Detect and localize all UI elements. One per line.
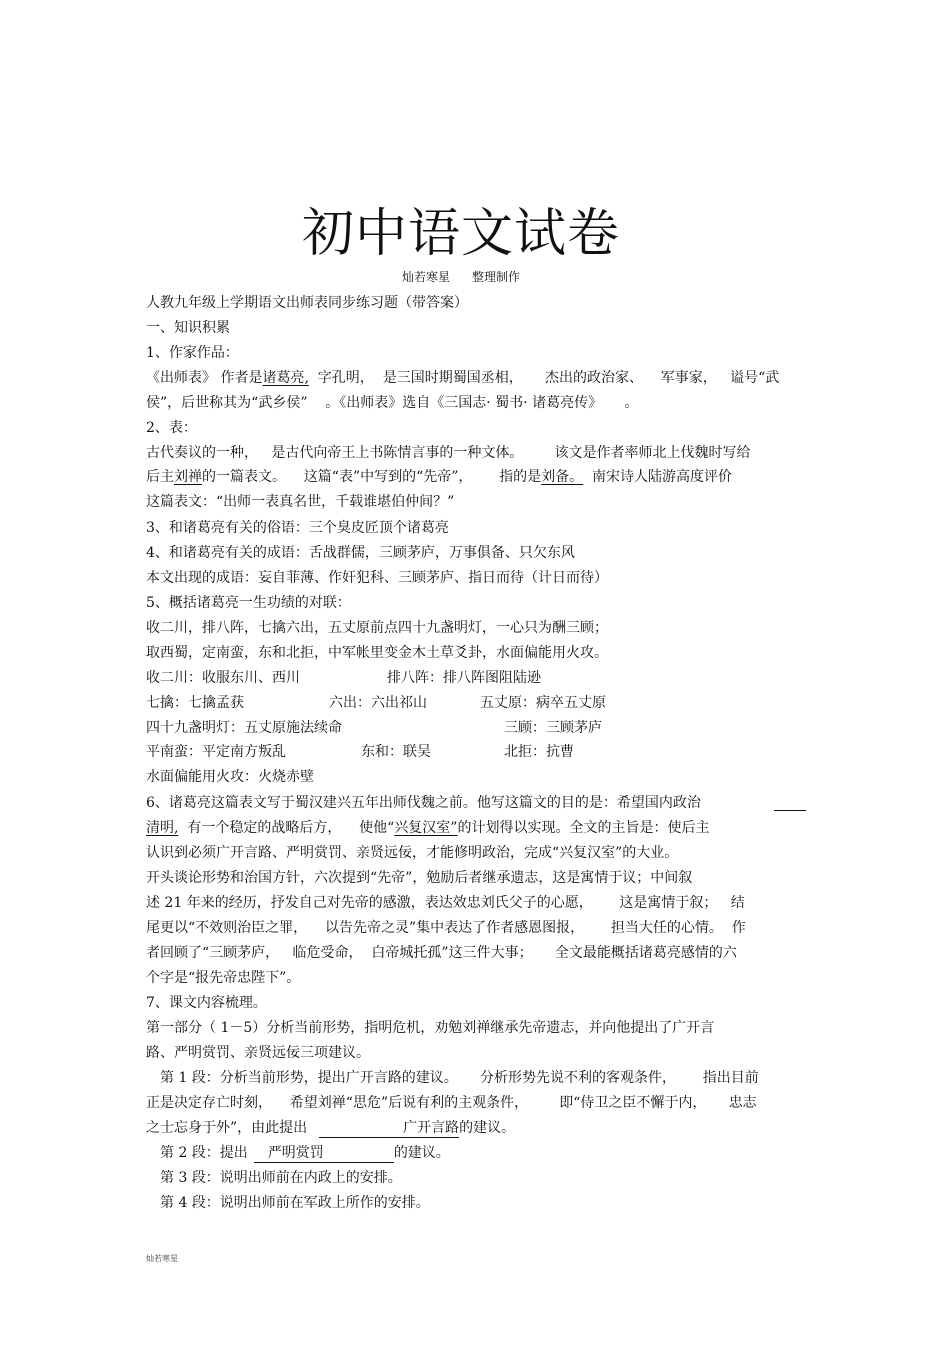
question-6-line-7: 者回顾了“三顾茅庐， 临危受命， 白帝城托孤”这三件大事； 全文最能概括诸葛亮感情的六 [146, 945, 737, 961]
text-span: 字孔明， 是三国时期蜀国丞相， 杰出的政治家、 军事家， 谥号“武 [308, 370, 780, 386]
explanation-item: 收二川：收服东川、西川 [146, 670, 300, 686]
question-6-line-8: 个字是“报先帝忠陛下”。 [146, 970, 301, 986]
explanation-item: 平南蛮：平定南方叛乱 [146, 744, 286, 760]
paragraph-1-line-2: 正是决定存亡时刻， 希望刘禅“思危”后说有利的主观条件， 即“侍卫之臣不懈于内， 忠志 [146, 1095, 757, 1111]
text-span: 有一个稳定的战略后方， 使他“ [178, 820, 395, 836]
underlined-answer: 清明, [146, 820, 179, 836]
answer-blank [774, 792, 806, 811]
explanation-item: 三顾：三顾茅庐 [504, 720, 602, 736]
question-2-line-2 [146, 466, 806, 488]
question-6-line-3: 认识到必须广开言路、严明赏罚、亲贤远佞，才能修明政治，完成“兴复汉室”的大业。 [146, 845, 679, 861]
answer-blank: 广开言路 [319, 1119, 459, 1138]
question-1-line-2: 侯”，后世称其为“武乡侯” 。《出师表》选自《三国志· 蜀书· 诸葛亮传》 。 [146, 395, 639, 411]
question-4-idioms: 本文出现的成语：妄自菲薄、作奸犯科、三顾茅庐、指日而待（计日而待） [146, 570, 608, 586]
question-1-heading: 1、作家作品： [146, 345, 239, 361]
paragraph-1-line-3 [146, 1117, 806, 1139]
couplet-line-2: 取西蜀，定南蛮，东和北拒，中军帐里变金木土草爻卦，水面偏能用火攻。 [146, 645, 608, 661]
question-7-line-1: 第一部分（ 1－5）分析当前形势，指明危机，劝勉刘禅继承先帝遗志，并向他提出了广开言 [146, 1020, 715, 1036]
page-footer: 灿若寒星 [146, 1254, 178, 1263]
text-span: 南宋诗人陆游高度评价 [583, 469, 733, 485]
question-2-line-3: 这篇表文：“出师一表真名世，千载谁堪伯仲间？” [146, 494, 455, 510]
question-1-line-1 [146, 367, 806, 389]
explanation-item: 五丈原：病卒五丈原 [480, 695, 606, 711]
answer-blank: 严明赏罚 [254, 1144, 394, 1163]
doc-heading: 人教九年级上学期语文出师表同步练习题（带答案） [146, 295, 468, 311]
explanation-row-4 [146, 741, 806, 763]
explanation-row-1 [146, 667, 806, 689]
text-span: 第 2 段：提出 [160, 1145, 248, 1161]
couplet-line-1: 收二川，排八阵，七擒六出，五丈原前点四十九盏明灯，一心只为酬三顾； [146, 620, 608, 636]
underlined-answer: 兴复汉室” [394, 820, 458, 836]
explanation-row-2 [146, 692, 806, 714]
explanation-item: 四十九盏明灯：五丈原施法续命 [146, 720, 342, 736]
question-6-line-6: 尾更以“不效则治臣之罪， 以告先帝之灵”集中表达了作者感恩图报， 担当大任的心情。 作 [146, 920, 746, 936]
text-span: 《出师表》 作者是 [146, 370, 263, 386]
explanation-item: 北拒：抗曹 [504, 744, 574, 760]
explanation-item: 六出：六出祁山 [329, 695, 427, 711]
paragraph-2-line [146, 1142, 806, 1164]
underlined-answer: 刘禅 [174, 469, 202, 485]
text-span: 的计划得以实现。全文的主旨是：使后主 [457, 820, 710, 836]
question-7-heading: 7、课文内容梳理。 [146, 995, 267, 1011]
explanation-item: 排八阵：排八阵图阻陆逊 [387, 670, 541, 686]
text-span: 后主 [146, 469, 174, 485]
question-2-heading: 2、表： [146, 420, 197, 436]
page-title: 初中语文试卷 [301, 204, 620, 264]
question-3: 3、和诸葛亮有关的俗语：三个臭皮匠顶个诸葛亮 [146, 520, 449, 536]
paragraph-4-line: 第 4 段：说明出师前在军政上所作的安排。 [160, 1195, 430, 1211]
question-4: 4、和诸葛亮有关的成语：舌战群儒，三顾茅庐，万事俱备、只欠东风 [146, 545, 575, 561]
credit-text: 整理制作 [472, 270, 521, 284]
question-6-line-4: 开头谈论形势和治国方针，六次提到“先帝”，勉励后者继承遗志，这是寓情于议；中间叙 [146, 870, 693, 886]
question-5-heading: 5、概括诸葛亮一生功绩的对联： [146, 595, 351, 611]
paragraph-1-line-1: 第 1 段：分析当前形势，提出广开言路的建议。 分析形势先说不利的客观条件， 指出目前 [160, 1070, 759, 1086]
text-span: 的建议。 [393, 1145, 450, 1161]
underlined-answer: 诸葛亮, [262, 370, 309, 386]
question-6-line-1 [146, 792, 806, 814]
text-span: 的一篇表文。 这篇“表”中写到的“先帝”， 指的是 [202, 469, 542, 485]
explanation-item: 东和：联吴 [361, 744, 431, 760]
text-span: 的建议。 [459, 1120, 516, 1136]
explanation-item: 七擒：七擒孟获 [146, 695, 244, 711]
paragraph-3-line: 第 3 段：说明出师前在内政上的安排。 [160, 1170, 402, 1186]
explanation-row-3 [146, 717, 806, 739]
underlined-answer: 刘备。 [541, 469, 584, 485]
author-name: 灿若寒星 [401, 270, 450, 284]
text-span: 之士忘身于外”，由此提出 [146, 1120, 308, 1136]
text-span: 6、诸葛亮这篇表文写于蜀汉建兴五年出师伐魏之前。他写这篇文的目的是：希望国内政治 [146, 795, 701, 811]
question-2-line-1: 古代奏议的一种， 是古代向帝王上书陈情言事的一种文体。 该文是作者率师北上伐魏时写给 [146, 445, 751, 461]
section-heading: 一、知识积累 [146, 320, 230, 336]
question-6-line-2 [146, 817, 806, 839]
page-subtitle [0, 267, 922, 287]
question-7-line-2: 路、严明赏罚、亲贤远佞三项建议。 [146, 1045, 370, 1061]
explanation-row-5: 水面偏能用火攻：火烧赤壁 [146, 769, 314, 785]
question-6-line-5: 述 21 年来的经历，抒发自己对先帝的感激，表达效忠刘氏父子的心愿， 这是寓情于叙； 结 [146, 895, 745, 911]
